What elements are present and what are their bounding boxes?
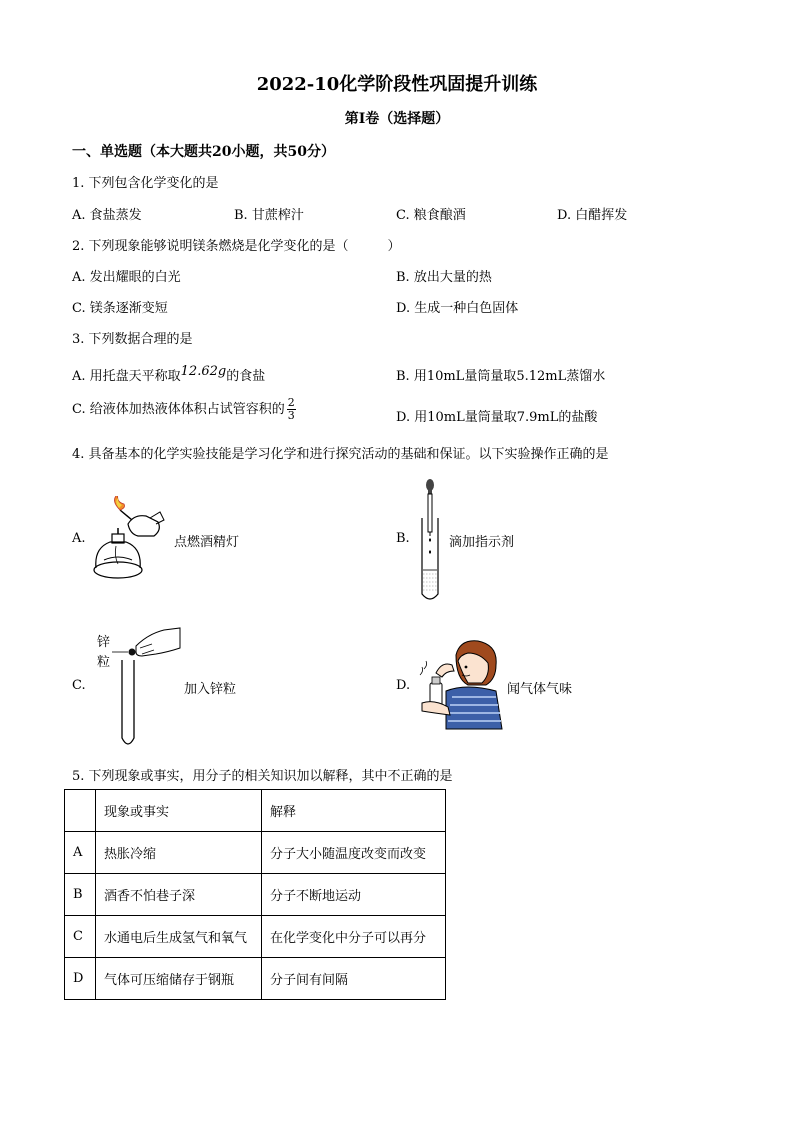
q3-option-a bbox=[72, 365, 265, 384]
q1-option-c: C. 粮食酿酒 bbox=[396, 208, 466, 223]
q3-option-a-prefix: A. 用托盘天平称取 bbox=[72, 369, 181, 384]
q4-option-c-letter: C. bbox=[72, 678, 86, 693]
q4-option-d-caption: 闻气体气味 bbox=[507, 682, 573, 697]
table-cell-phenomenon: 气体可压缩储存于钢瓶 bbox=[96, 958, 262, 1000]
volume-subtitle: 第Ⅰ卷（选择题） bbox=[344, 111, 450, 127]
q2-option-c: C. 镁条逐渐变短 bbox=[72, 301, 168, 316]
table-cell-phenomenon: 酒香不怕巷子深 bbox=[96, 874, 262, 916]
q2-option-b: B. 放出大量的热 bbox=[396, 270, 492, 285]
q1-option-a: A. 食盐蒸发 bbox=[72, 208, 142, 223]
q5-table bbox=[64, 789, 446, 1000]
q2-option-a: A. 发出耀眼的白光 bbox=[72, 270, 181, 285]
page-title: 2022-10化学阶段性巩固提升训练 bbox=[256, 74, 538, 95]
table-header-row bbox=[65, 790, 446, 832]
q4-option-d-letter: D. bbox=[396, 678, 411, 693]
table-row bbox=[65, 832, 446, 874]
table-row bbox=[65, 874, 446, 916]
q3-option-c bbox=[72, 397, 296, 422]
table-cell-explanation: 在化学变化中分子可以再分 bbox=[262, 916, 446, 958]
smelling-gas-illustration bbox=[416, 639, 504, 731]
table-cell-option: B bbox=[65, 874, 96, 916]
table-header-cell: 现象或事实 bbox=[96, 790, 262, 832]
zinc-label-1: 锌 bbox=[97, 635, 111, 650]
q4-option-a-caption: 点燃酒精灯 bbox=[174, 535, 240, 550]
table-cell-option: D bbox=[65, 958, 96, 1000]
section-heading: 一、单选题（本大题共20小题，共50分） bbox=[72, 144, 335, 160]
q1-option-d: D. 白醋挥发 bbox=[557, 208, 628, 223]
q5-stem: 5. 下列现象或事实，用分子的相关知识加以解释，其中不正确的是 bbox=[72, 769, 453, 784]
q3-option-a-suffix: 的食盐 bbox=[226, 369, 266, 384]
q3-option-c-text: C. 给液体加热液体体积占试管容积的 bbox=[72, 402, 285, 417]
dropper-test-tube-illustration bbox=[414, 478, 448, 604]
table-row bbox=[65, 916, 446, 958]
fraction-denominator: 3 bbox=[287, 409, 295, 422]
q3-option-d: D. 用10mL量筒量取7.9mL的盐酸 bbox=[396, 410, 598, 425]
q1-stem: 1. 下列包含化学变化的是 bbox=[72, 176, 219, 191]
fraction-numerator: 2 bbox=[287, 396, 295, 409]
q3-option-a-value: 12.62g bbox=[180, 364, 227, 379]
q4-option-b-caption: 滴加指示剂 bbox=[449, 535, 515, 550]
lighting-alcohol-lamp-illustration bbox=[88, 496, 174, 586]
table-cell-phenomenon: 水通电后生成氢气和氧气 bbox=[96, 916, 262, 958]
q2-stem: 2. 下列现象能够说明镁条燃烧是化学变化的是（ ） bbox=[72, 239, 401, 254]
table-header-cell bbox=[65, 790, 96, 832]
q2-option-d: D. 生成一种白色固体 bbox=[396, 301, 519, 316]
table-header-cell: 解释 bbox=[262, 790, 446, 832]
table-row bbox=[65, 958, 446, 1000]
table-cell-explanation: 分子不断地运动 bbox=[262, 874, 446, 916]
zinc-label-2: 粒 bbox=[97, 655, 111, 670]
table-cell-phenomenon: 热胀冷缩 bbox=[96, 832, 262, 874]
table-cell-explanation: 分子大小随温度改变而改变 bbox=[262, 832, 446, 874]
adding-zinc-granule-illustration bbox=[112, 626, 182, 750]
q4-option-b-letter: B. bbox=[396, 531, 410, 546]
table-cell-explanation: 分子间有间隔 bbox=[262, 958, 446, 1000]
q4-option-a-letter: A. bbox=[72, 531, 86, 546]
q4-option-c-caption: 加入锌粒 bbox=[184, 682, 237, 697]
q3-option-c-fraction bbox=[287, 397, 296, 422]
table-cell-option: A bbox=[65, 832, 96, 874]
table-cell-option: C bbox=[65, 916, 96, 958]
q3-stem: 3. 下列数据合理的是 bbox=[72, 332, 193, 347]
q1-option-b: B. 甘蔗榨汁 bbox=[234, 208, 304, 223]
q3-option-b: B. 用10mL量筒量取5.12mL蒸馏水 bbox=[396, 369, 606, 384]
q4-stem: 4. 具备基本的化学实验技能是学习化学和进行探究活动的基础和保证。以下实验操作正确的是 bbox=[72, 447, 609, 462]
